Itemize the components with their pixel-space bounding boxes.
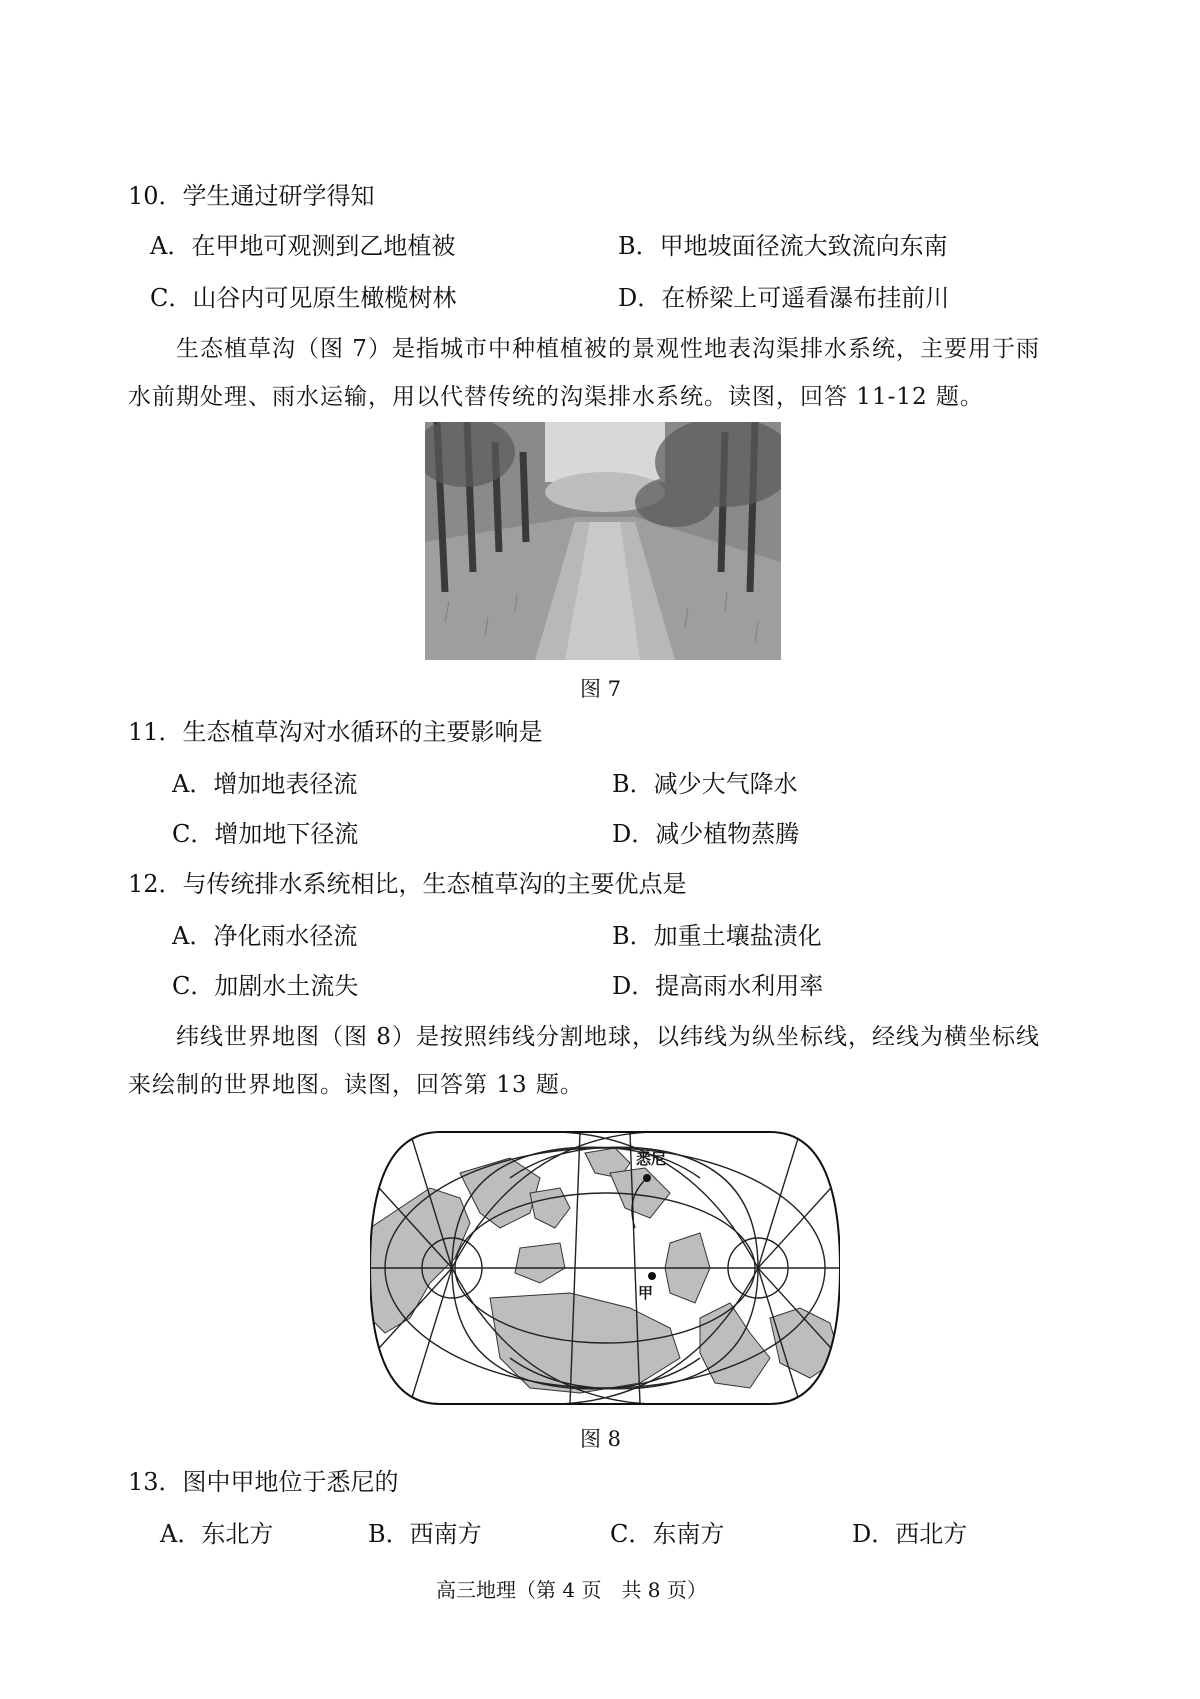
q10-stem: 10．学生通过研学得知 [128,182,375,210]
q10-option-b: B．甲地坡面径流大致流向东南 [618,232,948,260]
q12-option-d: D．提高雨水利用率 [612,972,824,1000]
q13-option-a: A．东北方 [160,1520,274,1548]
q13-option-c: C．东南方 [610,1520,725,1548]
q12-option-b: B．加重土壤盐渍化 [612,922,822,950]
figure8-caption: 图 8 [580,1427,622,1451]
q11-option-a: A．增加地表径流 [172,770,358,798]
figure7-caption: 图 7 [580,677,622,701]
q10-option-a: A．在甲地可观测到乙地植被 [150,232,456,260]
q11-option-d: D．减少植物蒸腾 [612,820,800,848]
grass-swale-illustration [425,422,781,660]
q11-option-b: B．减少大气降水 [612,770,798,798]
intro-13-line1: 纬线世界地图（图 8）是按照纬线分割地球，以纬线为纵坐标线，经线为横坐标线 [176,1024,1040,1050]
jia-label: 甲 [638,1284,654,1302]
jia-point [648,1272,656,1280]
q10-option-c: C．山谷内可见原生橄榄树林 [150,284,457,312]
q12-option-a: A．净化雨水径流 [172,922,358,950]
page-footer: 高三地理（第 4 页 共 8 页） [436,1578,707,1602]
q13-option-d: D．西北方 [852,1520,968,1548]
q10-option-d: D．在桥梁上可遥看瀑布挂前川 [618,284,950,312]
sydney-label: 悉尼 [636,1150,667,1168]
intro-11-12-line2: 水前期处理、雨水运输，用以代替传统的沟渠排水系统。读图，回答 11-12 题。 [128,384,984,410]
q13-stem: 13．图中甲地位于悉尼的 [128,1468,399,1496]
intro-13-line2: 来绘制的世界地图。读图，回答第 13 题。 [128,1072,584,1098]
q11-option-c: C．增加地下径流 [172,820,359,848]
q11-stem: 11．生态植草沟对水循环的主要影响是 [128,718,543,746]
q12-stem: 12．与传统排水系统相比，生态植草沟的主要优点是 [128,870,687,898]
q13-option-b: B．西南方 [368,1520,482,1548]
figure7-photo [425,422,781,660]
latitude-world-map [370,1118,840,1418]
figure8-map [370,1118,840,1418]
q12-option-c: C．加剧水土流失 [172,972,359,1000]
intro-11-12-line1: 生态植草沟（图 7）是指城市中种植植被的景观性地表沟渠排水系统，主要用于雨 [176,336,1040,362]
